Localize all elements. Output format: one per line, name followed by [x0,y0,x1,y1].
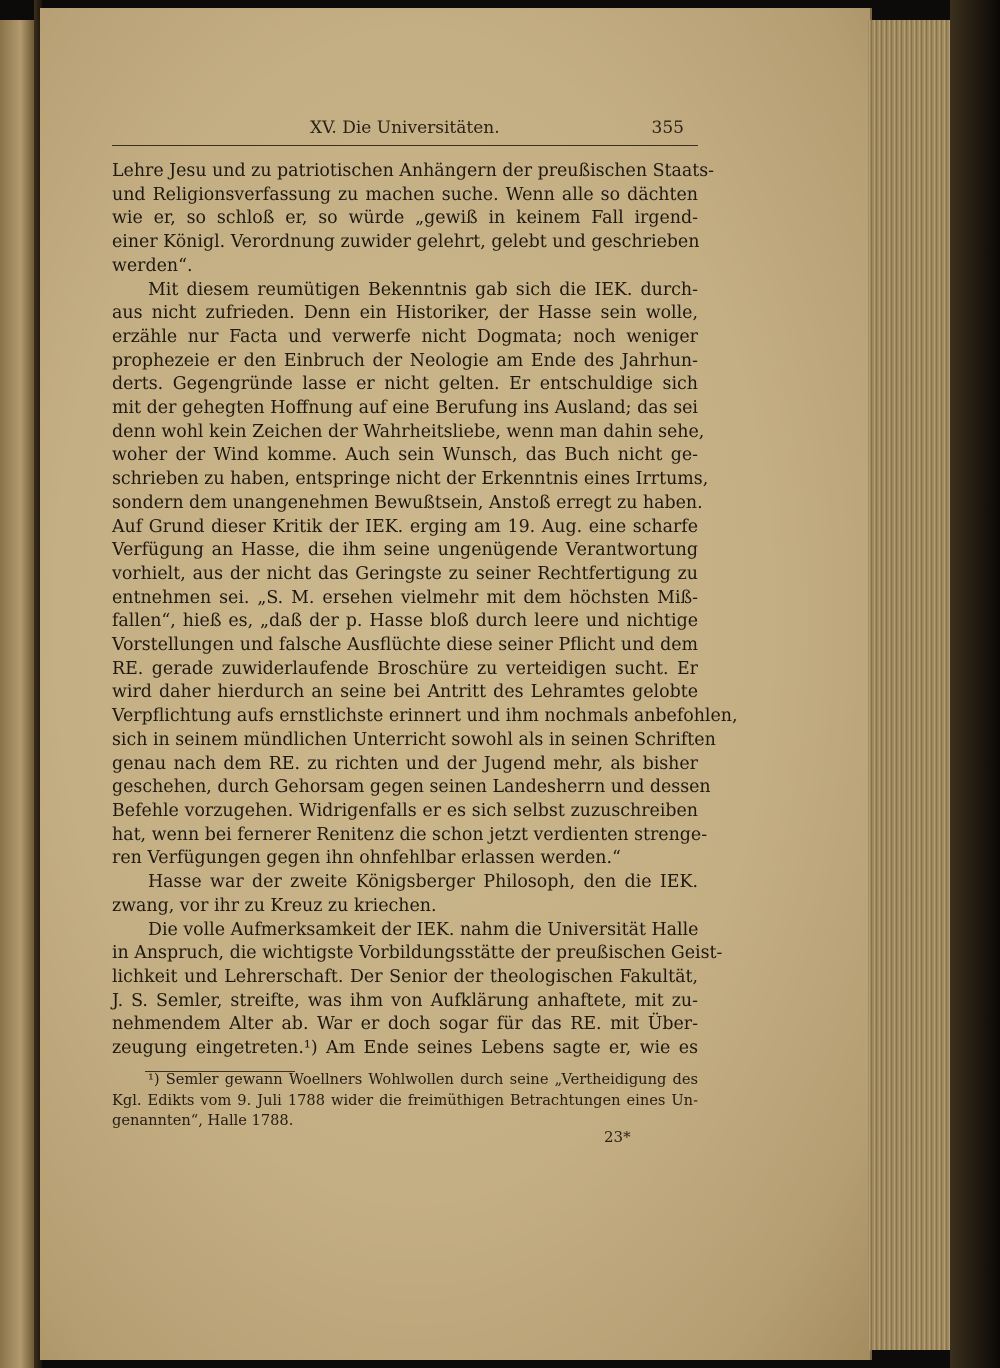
text-line: Verpflichtung aufs ernstlichste erinnert und ihm nochmals anbefohlen, [112,706,738,727]
text-line: aus nicht zufrieden. Denn ein Historiker, der Hasse sein wolle, [112,303,698,324]
text-line: sich in seinem mündlichen Unterricht sowohl als in seinen Schriften [112,729,716,750]
text-line: lichkeit und Lehrerschaft. Der Senior der theologischen Fakultät, [112,966,698,987]
text-line: sondern dem unangenehmen Bewußtsein, Anstoß erregt zu haben. [112,492,703,513]
footnote-line: Kgl. Edikts vom 9. Juli 1788 wider die freimüthigen Betrachtungen eines Un- [112,1091,698,1109]
footnote-line: ¹) Semler gewann Woellners Wohlwollen durch seine „Vertheidigung des [148,1071,698,1088]
text-line: werden“. [112,255,193,276]
signature-mark: 23* [604,1128,631,1146]
left-page-edge [0,20,34,1368]
text-line: Mit diesem reumütigen Bekenntnis gab sich die IEK. durch- [148,279,698,300]
body-text [112,160,738,1061]
text-line: vorhielt, aus der nicht das Geringste zu seiner Rechtfertigung zu [112,563,698,584]
text-line: zeugung eingetreten.¹) Am Ende seines Lebens sagte er, wie es [112,1038,698,1059]
text-line: Hasse war der zweite Königsberger Philosoph, den die IEK. [148,872,698,893]
text-line: entnehmen sei. „S. M. ersehen vielmehr mit dem höchsten Miß- [112,587,698,608]
text-line: geschehen, durch Gehorsam gegen seinen Landesherrn und dessen [112,777,711,798]
text-line: mit der gehegten Hoffnung auf eine Berufung ins Ausland; das sei [112,398,698,419]
text-line: ren Verfügungen gegen ihn ohnfehlbar erlassen werden.“ [112,848,621,869]
text-line: einer Königl. Verordnung zuwider gelehrt, gelebt und geschrieben [112,232,700,253]
text-line: wie er, so schloß er, so würde „gewiß in keinem Fall irgend- [112,208,698,229]
text-line: Vorstellungen und falsche Ausflüchte diese seiner Pflicht und dem [112,635,698,656]
text-line: Lehre Jesu und zu patriotischen Anhängern der preußischen Staats- [112,161,714,181]
text-line: denn wohl kein Zeichen der Wahrheitsliebe, wenn man dahin sehe, [112,421,705,442]
text-line: Befehle vorzugehen. Widrigenfalls er es sich selbst zuzuschreiben [112,800,698,821]
text-line: fallen“, hieß es, „daß der p. Hasse bloß durch leere und nichtige [112,611,698,632]
text-line: hat, wenn bei fernerer Renitenz die schon jetzt verdienten strenge- [112,824,708,845]
text-line: prophezeie er den Einbruch der Neologie am Ende des Jahrhun- [112,350,698,371]
text-line: genau nach dem RE. zu richten und der Jugend mehr, als bisher [112,753,698,774]
page-number: 355 [651,118,684,138]
text-line: Die volle Aufmerksamkeit der IEK. nahm die Universität Halle [148,919,699,940]
text-line: nehmendem Alter ab. War er doch sogar für das RE. mit Über- [112,1014,698,1035]
text-line: Verfügung an Hasse, die ihm seine ungenügende Verantwortung [112,540,698,561]
text-line: RE. gerade zuwiderlaufende Broschüre zu verteidigen sucht. Er [112,658,698,679]
footnote-line: genannten“, Halle 1788. [112,1112,294,1129]
text-line: derts. Gegengründe lasse er nicht gelten. Er entschuldige sich [112,374,698,395]
text-line: in Anspruch, die wichtigste Vorbildungsstätte der preußischen Geist- [112,943,723,964]
running-title: XV. Die Universitäten. [310,118,500,138]
header-rule [112,145,698,146]
text-line: schrieben zu haben, entspringe nicht der Erkenntnis eines Irrtums, [112,469,709,490]
running-header [112,118,698,142]
page-block-edge [868,20,950,1350]
text-line: Auf Grund dieser Kritik der IEK. erging am 19. Aug. eine scharfe [112,516,698,537]
text-line: erzähle nur Facta und verwerfe nicht Dogmata; noch weniger [112,326,698,347]
footnote [112,1070,698,1132]
text-line: zwang, vor ihr zu Kreuz zu kriechen. [112,895,437,916]
cover-shadow [950,0,1000,1368]
text-line: wird daher hierdurch an seine bei Antritt des Lehramtes gelobte [112,682,698,703]
text-line: und Religionsverfassung zu machen suche. Wenn alle so dächten [112,184,698,205]
text-line: woher der Wind komme. Auch sein Wunsch, das Buch nicht ge- [112,445,698,466]
text-line: J. S. Semler, streifte, was ihm von Aufklärung anhaftete, mit zu- [112,990,698,1011]
